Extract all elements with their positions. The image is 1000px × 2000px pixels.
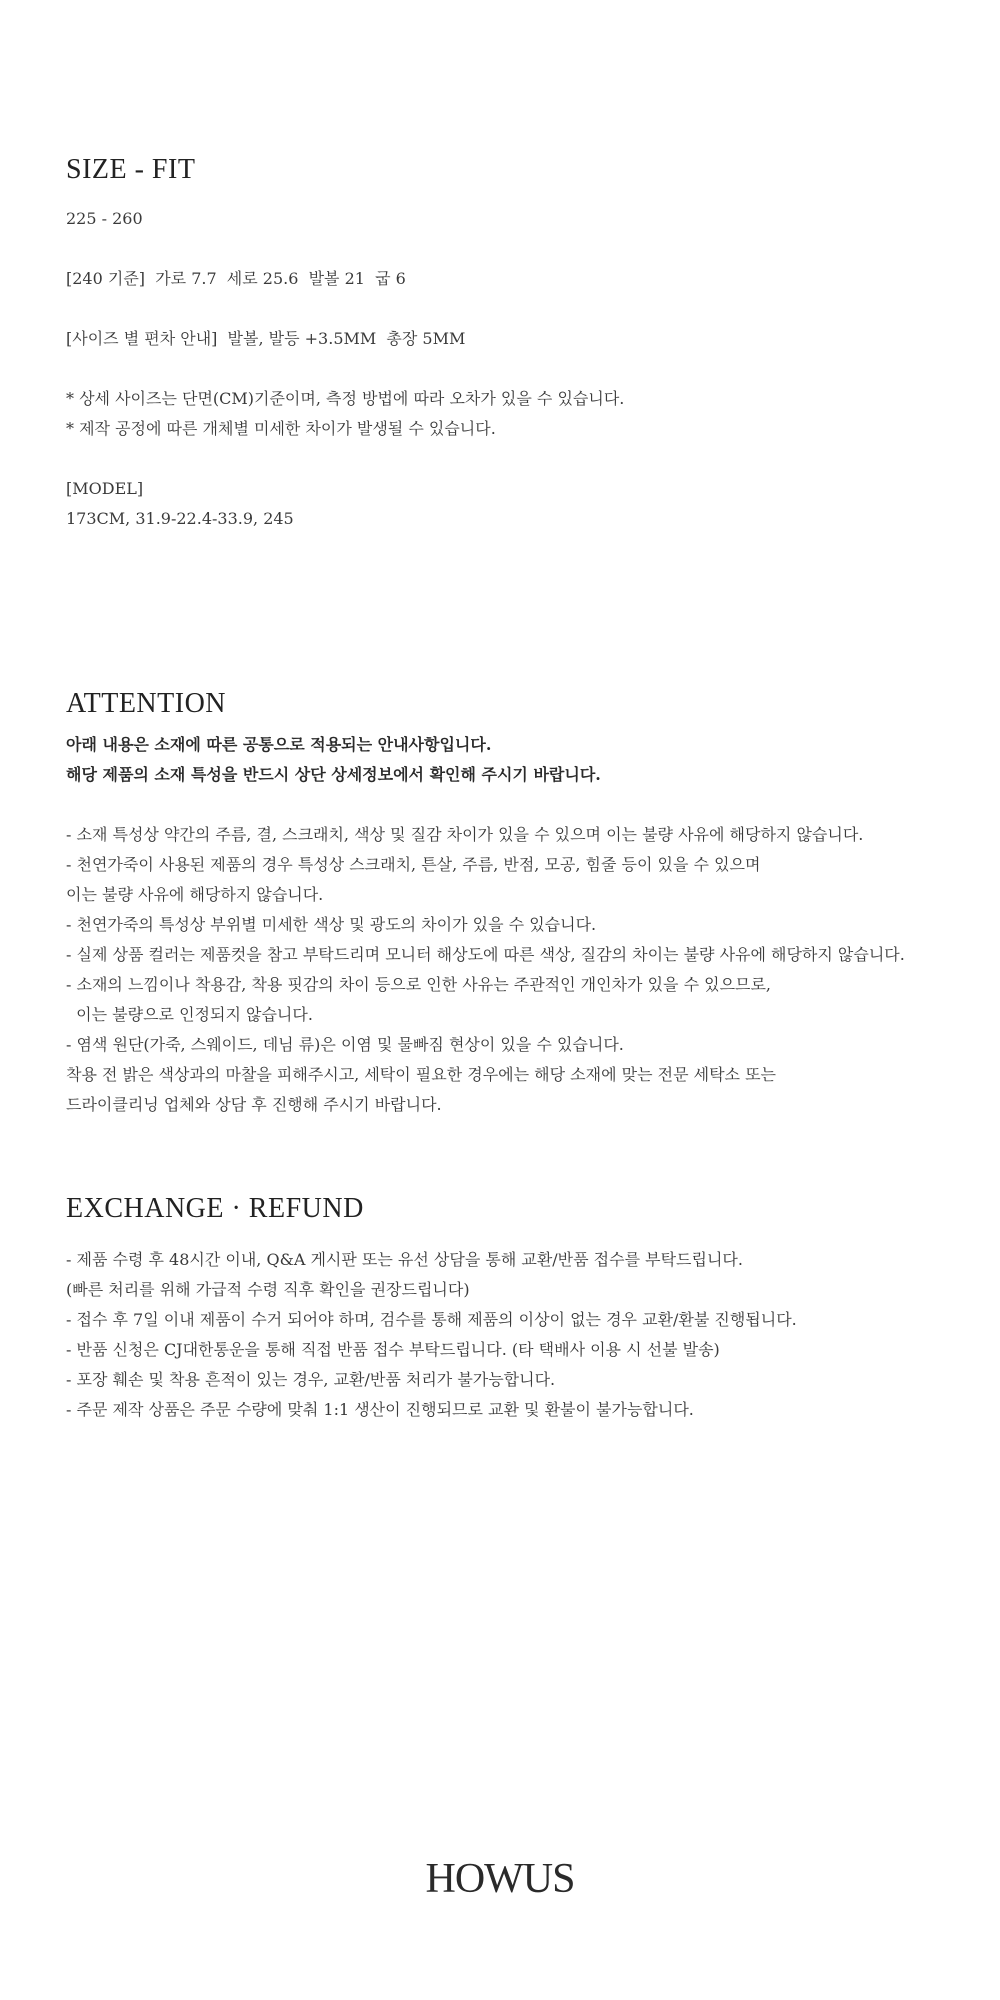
list-item: - 염색 원단(가죽, 스웨이드, 데님 류)은 이염 및 물빠짐 현상이 있을 수 있습니다.	[66, 1035, 624, 1054]
list-item: 착용 전 밝은 색상과의 마찰을 피해주시고, 세탁이 필요한 경우에는 해당 소재에 맞는 전문 세탁소 또는	[66, 1065, 776, 1084]
attention-section	[66, 690, 966, 1120]
size-measure: [240 기준] 가로 7.7 세로 25.6 발볼 21 굽 6	[66, 269, 406, 288]
list-item: 이는 불량 사유에 해당하지 않습니다.	[66, 885, 324, 904]
list-item: - 천연가죽의 특성상 부위별 미세한 색상 및 광도의 차이가 있을 수 있습니다.	[66, 915, 597, 934]
attention-intro-1: 아래 내용은 소재에 따른 공통으로 적용되는 안내사항입니다.	[66, 735, 492, 754]
list-item: - 소재 특성상 약간의 주름, 결, 스크래치, 색상 및 질감 차이가 있을 수 있으며 이는 불량 사유에 해당하지 않습니다.	[66, 825, 864, 844]
list-item: - 천연가죽이 사용된 제품의 경우 특성상 스크래치, 튼살, 주름, 반점, 모공, 힘줄 등이 있을 수 있으며	[66, 855, 761, 874]
list-item: - 소재의 느낌이나 착용감, 착용 핏감의 차이 등으로 인한 사유는 주관적인 개인차가 있을 수 있으므로,	[66, 975, 772, 994]
size-deviation: [사이즈 별 편차 안내] 발볼, 발등 +3.5MM 총장 5MM	[66, 329, 466, 348]
attention-heading: ATTENTION	[66, 688, 227, 719]
size-range: 225 - 260	[66, 209, 143, 228]
exchange-section	[66, 1195, 966, 1425]
exchange-heading: EXCHANGE · REFUND	[66, 1193, 364, 1224]
list-item: 이는 불량으로 인정되지 않습니다.	[66, 1005, 313, 1024]
size-fit-section	[66, 156, 966, 534]
list-item: - 주문 제작 상품은 주문 수량에 맞춰 1:1 생산이 진행되므로 교환 및 환불이 불가능합니다.	[66, 1400, 694, 1419]
model-label: [MODEL]	[66, 479, 144, 498]
list-item: - 실제 상품 컬러는 제품컷을 참고 부탁드리며 모니터 해상도에 따른 색상, 질감의 차이는 불량 사유에 해당하지 않습니다.	[66, 945, 905, 964]
attention-list	[66, 820, 966, 1120]
brand-logo: HOWUS	[425, 1856, 575, 1902]
list-item: (빠른 처리를 위해 가급적 수령 직후 확인을 권장드립니다)	[66, 1280, 470, 1299]
list-item: - 접수 후 7일 이내 제품이 수거 되어야 하며, 검수를 통해 제품의 이상이 없는 경우 교환/환불 진행됩니다.	[66, 1310, 797, 1329]
size-note-2: * 제작 공정에 따른 개체별 미세한 차이가 발생될 수 있습니다.	[66, 419, 496, 438]
list-item: - 포장 훼손 및 착용 흔적이 있는 경우, 교환/반품 처리가 불가능합니다.	[66, 1370, 556, 1389]
size-fit-heading: SIZE - FIT	[66, 154, 196, 185]
attention-intro-2: 해당 제품의 소재 특성을 반드시 상단 상세정보에서 확인해 주시기 바랍니다.	[66, 765, 601, 784]
list-item: 드라이클리닝 업체와 상담 후 진행해 주시기 바랍니다.	[66, 1095, 442, 1114]
size-note-1: * 상세 사이즈는 단면(CM)기준이며, 측정 방법에 따라 오차가 있을 수 있습니다.	[66, 389, 625, 408]
exchange-list	[66, 1245, 966, 1425]
list-item: - 반품 신청은 CJ대한통운을 통해 직접 반품 접수 부탁드립니다. (타 택배사 이용 시 선불 발송)	[66, 1340, 720, 1359]
list-item: - 제품 수령 후 48시간 이내, Q&A 게시판 또는 유선 상담을 통해 교환/반품 접수를 부탁드립니다.	[66, 1250, 743, 1269]
model-info: 173CM, 31.9-22.4-33.9, 245	[66, 509, 294, 528]
